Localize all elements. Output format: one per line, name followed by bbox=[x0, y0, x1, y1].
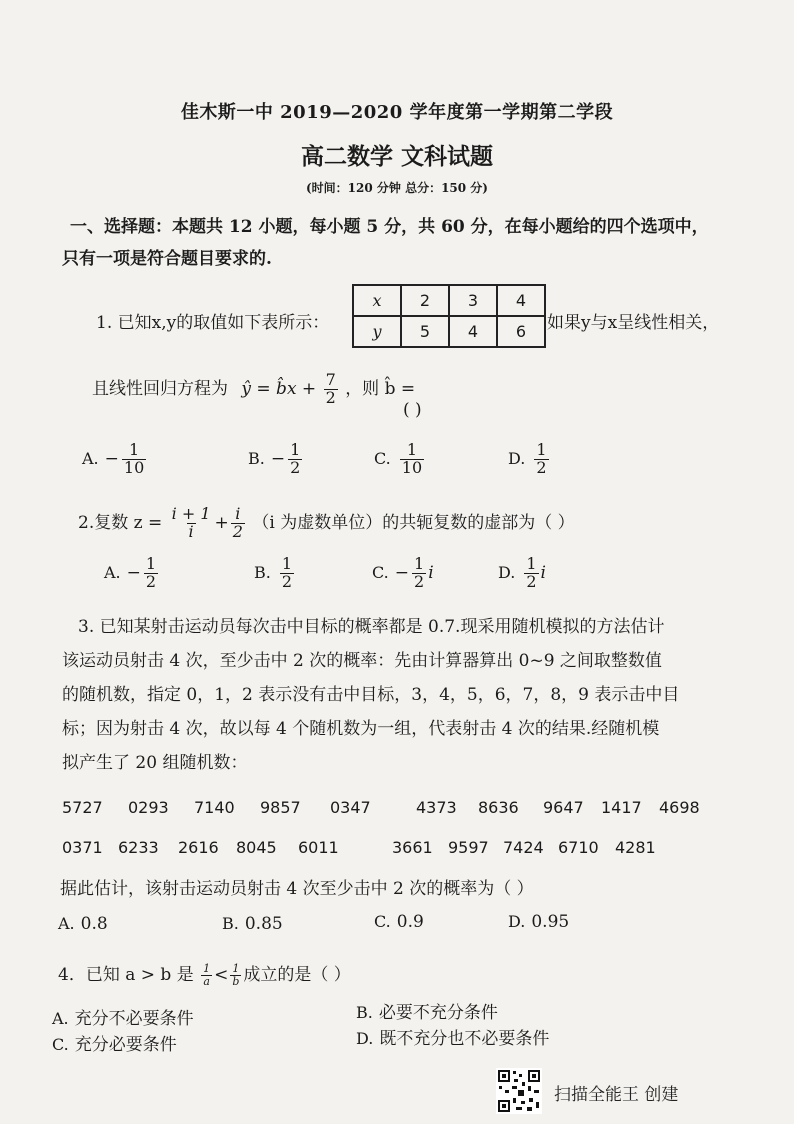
q2-option-d[interactable] bbox=[498, 556, 546, 591]
q3-line-4: 标；因为射击 4 次，故以每 4 个随机数为一组，代表射击 4 次的结果.经随机模 bbox=[62, 719, 660, 739]
option-letter: B. bbox=[254, 562, 271, 582]
q1-option-a[interactable] bbox=[82, 442, 148, 477]
option-letter: C. bbox=[372, 562, 389, 582]
q1-reg-then: ，则 b̂ = bbox=[345, 378, 416, 399]
fraction-numerator: 7 bbox=[325, 370, 336, 389]
fraction-denominator: 2 bbox=[526, 571, 537, 591]
q1-value-table bbox=[352, 284, 546, 348]
random-number: 2616 bbox=[178, 838, 219, 857]
fraction-denominator: 10 bbox=[123, 457, 145, 477]
option-letter: B. bbox=[356, 1003, 373, 1022]
section-instructions-line-2: 只有一项是符合题目要求的. bbox=[62, 249, 272, 269]
random-number: 6710 bbox=[558, 838, 599, 857]
option-letter: C. bbox=[52, 1035, 69, 1054]
q4-stem bbox=[58, 960, 351, 988]
fraction-denominator: 2 bbox=[145, 571, 157, 591]
q3-option-d[interactable] bbox=[508, 912, 569, 932]
q4-option-d[interactable] bbox=[356, 1024, 549, 1049]
q4-prefix: 4．已知 a > b 是 bbox=[58, 965, 194, 985]
random-number: 9597 bbox=[448, 838, 489, 857]
random-number: 6233 bbox=[118, 838, 159, 857]
q2-plus: + bbox=[214, 512, 229, 533]
random-number: 4698 bbox=[659, 798, 700, 817]
option-text: 0.95 bbox=[531, 912, 570, 932]
option-letter: D. bbox=[508, 448, 526, 468]
q1-intro: 1. 已知x,y的取值如下表所示： bbox=[96, 313, 330, 333]
q1-reg-text: 且线性回归方程为 bbox=[92, 378, 228, 399]
fraction-denominator: 2 bbox=[325, 387, 336, 407]
q4-option-c[interactable] bbox=[52, 1030, 177, 1055]
scanner-watermark: 扫描全能王 创建 bbox=[554, 1085, 679, 1105]
random-number: 4373 bbox=[416, 798, 457, 817]
q3-question: 据此估计，该射击运动员射击 4 次至少击中 2 次的概率为（ ） bbox=[60, 879, 534, 899]
q1-after-table: 如果y与x呈线性相关， bbox=[547, 313, 720, 333]
q4-suffix: 成立的是（ ） bbox=[243, 965, 351, 985]
fraction-denominator: 2 bbox=[536, 457, 547, 477]
qr-code-icon bbox=[496, 1068, 542, 1114]
q1-reg-eq-lhs: ŷ = b̂x + bbox=[241, 378, 317, 399]
option-tail: i bbox=[540, 562, 546, 583]
fraction-numerator: 1 bbox=[290, 440, 301, 459]
option-text: 既不充分也不必要条件 bbox=[379, 1029, 550, 1049]
q1-reg-fraction bbox=[324, 372, 338, 407]
q1-regression-line bbox=[92, 372, 415, 407]
fraction-numerator: 1 bbox=[145, 554, 157, 573]
option-text: 0.85 bbox=[244, 914, 283, 934]
fraction-denominator: 2 bbox=[232, 521, 243, 541]
table-cell: 3 bbox=[449, 285, 497, 316]
option-letter: A. bbox=[82, 448, 99, 468]
q2-fraction-2 bbox=[231, 506, 245, 541]
random-number: 0371 bbox=[62, 838, 103, 857]
table-cell-label: x bbox=[353, 285, 401, 316]
table-cell: 4 bbox=[497, 285, 545, 316]
random-number: 7140 bbox=[194, 798, 235, 817]
option-text: 0.9 bbox=[396, 912, 424, 932]
fraction-numerator: 1 bbox=[203, 962, 211, 976]
q3-random-numbers-row-2 bbox=[62, 838, 665, 857]
q3-option-c[interactable] bbox=[374, 912, 424, 932]
option-letter: A. bbox=[52, 1009, 69, 1028]
fraction-numerator: 1 bbox=[526, 554, 537, 573]
random-number: 1417 bbox=[601, 798, 642, 817]
option-fraction bbox=[534, 442, 548, 477]
q2-fraction-1 bbox=[170, 506, 213, 541]
random-number: 0347 bbox=[330, 798, 371, 817]
fraction-denominator: b bbox=[232, 975, 240, 988]
q2-option-b[interactable] bbox=[254, 556, 296, 591]
option-sign: − bbox=[270, 449, 286, 470]
option-fraction bbox=[144, 556, 158, 591]
option-letter: D. bbox=[356, 1029, 374, 1048]
random-number: 9857 bbox=[260, 798, 301, 817]
option-letter: A. bbox=[58, 914, 75, 933]
option-text: 充分不必要条件 bbox=[74, 1009, 194, 1029]
q1-option-c[interactable] bbox=[374, 442, 426, 477]
fraction-numerator: i + 1 bbox=[171, 504, 211, 523]
option-letter: A. bbox=[104, 562, 121, 582]
option-text: 必要不充分条件 bbox=[378, 1003, 498, 1023]
table-cell: 6 bbox=[497, 316, 545, 347]
fraction-denominator: 2 bbox=[281, 571, 293, 591]
q4-fraction-rhs bbox=[230, 963, 241, 987]
random-number: 8636 bbox=[478, 798, 519, 817]
table-cell-label: y bbox=[353, 316, 401, 347]
random-number: 3661 bbox=[392, 838, 433, 857]
table-cell: 4 bbox=[449, 316, 497, 347]
q2-prefix: 2.复数 z = bbox=[78, 512, 163, 533]
table-cell: 2 bbox=[401, 285, 449, 316]
fraction-denominator: 2 bbox=[290, 457, 301, 477]
exam-subtitle: (时间：120 分钟 总分：150 分) bbox=[306, 181, 488, 195]
q3-random-numbers-row-1 bbox=[62, 798, 709, 817]
option-text: 充分必要条件 bbox=[74, 1035, 177, 1055]
q4-option-b[interactable] bbox=[356, 998, 498, 1023]
random-number: 6011 bbox=[298, 838, 339, 857]
option-text: 0.8 bbox=[80, 914, 108, 934]
section-instructions-line-1: 一、选择题：本题共 12 小题，每小题 5 分，共 60 分，在每小题给的四个选项中， bbox=[70, 217, 709, 237]
q1-option-d[interactable] bbox=[508, 442, 551, 477]
q3-line-2: 该运动员射击 4 次，至少击中 2 次的概率：先由计算器算出 0~9 之间取整数值 bbox=[62, 651, 662, 671]
fraction-numerator: 1 bbox=[232, 962, 240, 976]
table-row bbox=[353, 285, 545, 316]
option-sign: − bbox=[104, 449, 119, 470]
q4-less-than: < bbox=[214, 965, 229, 985]
fraction-numerator: 1 bbox=[128, 440, 140, 459]
q3-option-b[interactable] bbox=[222, 914, 283, 934]
fraction-denominator: 10 bbox=[401, 457, 423, 477]
q3-line-3: 的随机数，指定 0，1，2 表示没有击中目标，3，4，5，6，7，8，9 表示击中目 bbox=[62, 685, 680, 705]
fraction-numerator: 1 bbox=[536, 440, 547, 459]
option-letter: C. bbox=[374, 912, 391, 931]
fraction-numerator: 1 bbox=[414, 554, 425, 573]
q1-option-b[interactable] bbox=[248, 442, 304, 477]
option-letter: B. bbox=[248, 448, 265, 468]
option-tail: i bbox=[428, 562, 434, 583]
option-letter: B. bbox=[222, 914, 239, 933]
option-fraction bbox=[412, 556, 426, 591]
exam-title: 高二数学 文科试题 bbox=[300, 143, 493, 170]
fraction-numerator: 1 bbox=[281, 554, 293, 573]
random-number: 7424 bbox=[503, 838, 544, 857]
random-number: 5727 bbox=[62, 798, 103, 817]
option-fraction bbox=[122, 442, 146, 477]
q2-stem bbox=[78, 506, 575, 541]
q4-fraction-lhs bbox=[201, 963, 212, 987]
fraction-numerator: i bbox=[235, 504, 241, 523]
fraction-numerator: 1 bbox=[406, 440, 418, 459]
option-letter: D. bbox=[498, 562, 516, 582]
random-number: 0293 bbox=[128, 798, 169, 817]
q2-suffix: （i 为虚数单位）的共轭复数的虚部为（ ） bbox=[252, 512, 575, 533]
random-number: 4281 bbox=[615, 838, 656, 857]
q2-option-a[interactable] bbox=[104, 556, 160, 591]
q4-option-a[interactable] bbox=[52, 1004, 194, 1029]
q3-line-5: 拟产生了 20 组随机数： bbox=[62, 753, 248, 773]
random-number: 8045 bbox=[236, 838, 277, 857]
option-fraction bbox=[280, 556, 294, 591]
table-cell: 5 bbox=[401, 316, 449, 347]
fraction-denominator: a bbox=[203, 975, 210, 988]
q3-line-1: 3. 已知某射击运动员每次击中目标的概率都是 0.7.现采用随机模拟的方法估计 bbox=[78, 617, 665, 637]
option-fraction bbox=[524, 556, 538, 591]
option-fraction bbox=[400, 442, 424, 477]
fraction-denominator: i bbox=[188, 521, 194, 541]
option-letter: D. bbox=[508, 912, 526, 931]
school-header: 佳木斯一中 2019—2020 学年度第一学期第二学段 bbox=[180, 102, 614, 123]
fraction-denominator: 2 bbox=[414, 571, 425, 591]
option-fraction bbox=[288, 442, 302, 477]
option-sign: − bbox=[394, 563, 410, 584]
q3-option-a[interactable] bbox=[58, 914, 108, 934]
option-sign: − bbox=[126, 563, 141, 584]
random-number: 9647 bbox=[543, 798, 584, 817]
q1-answer-paren: ( ) bbox=[403, 400, 422, 420]
option-letter: C. bbox=[374, 448, 391, 468]
q2-option-c[interactable] bbox=[372, 556, 434, 591]
table-row bbox=[353, 316, 545, 347]
